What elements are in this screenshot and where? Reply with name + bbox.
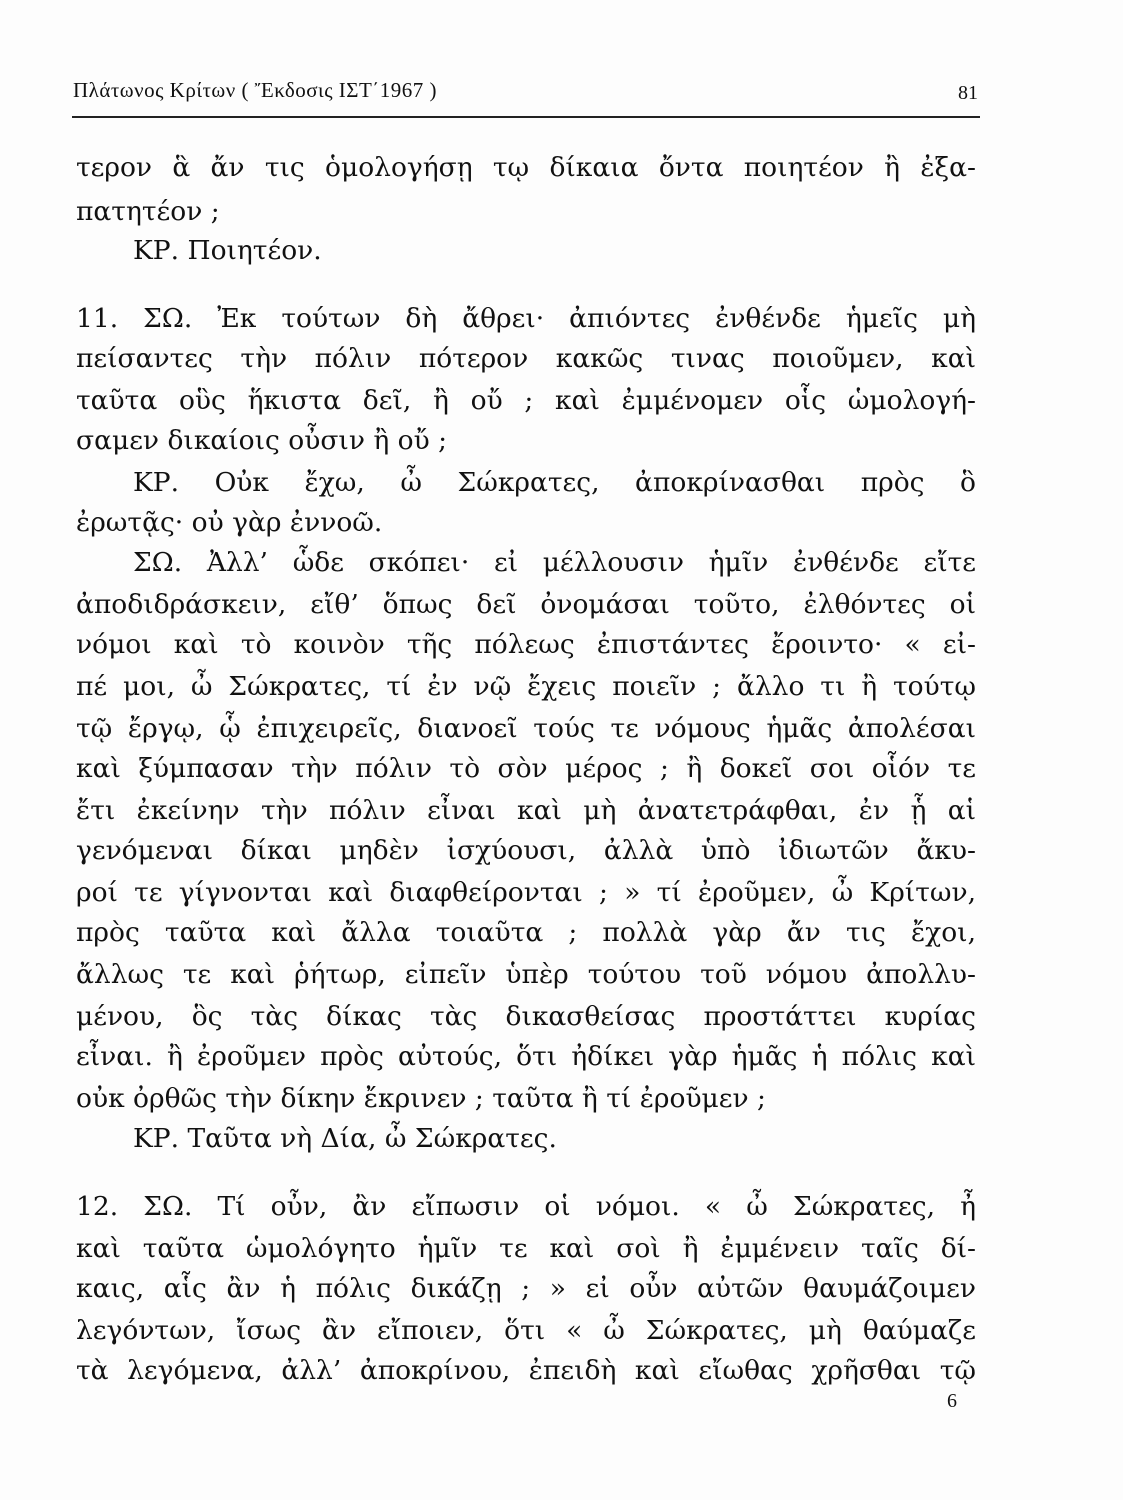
text-line-7: σαμεν δικαίοις οὖσιν ἢ οὔ ; [76, 425, 448, 456]
page-number: 81 [958, 82, 978, 104]
text-line-8: ΚΡ. Οὐκ ἔχω, ὦ Σώκρατες, ἀποκρίνασθαι πρὸς ὃ [133, 467, 976, 498]
text-line-23: οὐκ ὀρθῶς τὴν δίκην ἔκρινεν ; ταῦτα ἢ τί ἐροῦμεν ; [76, 1083, 766, 1114]
text-line-4: 11. ΣΩ. Ἐκ τούτων δὴ ἄθρει· ἀπιόντες ἐνθένδε ἡμεῖς μὴ [76, 303, 976, 334]
header-rule [72, 116, 980, 118]
text-line-11: ἀποδιδράσκειν, εἴθ’ ὅπως δεῖ ὀνομάσαι τοῦτο, ἐλθόντες οἱ [76, 589, 976, 620]
text-line-3: ΚΡ. Ποιητέον. [133, 235, 322, 266]
text-line-5: πείσαντες τὴν πόλιν πότερον κακῶς τινας ποιοῦμεν, καὶ [76, 343, 976, 374]
text-line-15: καὶ ξύμπασαν τὴν πόλιν τὸ σὸν μέρος ; ἢ δοκεῖ σοι οἷόν τε [76, 753, 976, 784]
text-line-16: ἔτι ἐκείνην τὴν πόλιν εἶναι καὶ μὴ ἀνατετράφθαι, ἐν ᾗ αἱ [76, 795, 976, 826]
text-line-6: ταῦτα οὓς ἥκιστα δεῖ, ἢ οὔ ; καὶ ἐμμένομεν οἷς ὡμολογή- [76, 385, 976, 416]
text-line-2: πατητέον ; [76, 196, 220, 227]
text-line-13: πέ μοι, ὦ Σώκρατες, τί ἐν νῷ ἔχεις ποιεῖν ; ἄλλο τι ἢ τούτῳ [76, 671, 976, 702]
text-line-25: 12. ΣΩ. Τί οὖν, ἂν εἴπωσιν οἱ νόμοι. « ὦ Σώκρατες, ἦ [76, 1191, 976, 1222]
text-line-10: ΣΩ. Ἀλλ’ ὧδε σκόπει· εἰ μέλλουσιν ἡμῖν ἐνθένδε εἴτε [133, 547, 976, 578]
text-line-29: τὰ λεγόμενα, ἀλλ’ ἀποκρίνου, ἐπειδὴ καὶ εἴωθας χρῆσθαι τῷ [76, 1355, 976, 1386]
text-line-22: εἶναι. ἢ ἐροῦμεν πρὸς αὐτούς, ὅτι ἠδίκει γὰρ ἡμᾶς ἡ πόλις καὶ [76, 1041, 976, 1072]
text-line-28: λεγόντων, ἴσως ἂν εἴποιεν, ὅτι « ὦ Σώκρατες, μὴ θαύμαζε [76, 1315, 976, 1346]
signature-mark: 6 [947, 1390, 957, 1412]
text-line-26: καὶ ταῦτα ὡμολόγητο ἡμῖν τε καὶ σοὶ ἢ ἐμμένειν ταῖς δί- [76, 1233, 976, 1264]
text-line-19: πρὸς ταῦτα καὶ ἄλλα τοιαῦτα ; πολλὰ γὰρ ἄν τις ἔχοι, [76, 917, 976, 948]
running-title: Πλάτωνος Κρίτων ( Ἔκδοσις ΙΣΤ΄1967 ) [73, 78, 438, 102]
text-line-9: ἐρωτᾷς· οὐ γὰρ ἐννοῶ. [76, 507, 383, 538]
text-line-1: τερον ἃ ἄν τις ὁμολογήσῃ τῳ δίκαια ὄντα ποιητέον ἢ ἐξα- [76, 152, 976, 183]
text-line-21: μένου, ὃς τὰς δίκας τὰς δικασθείσας προστάττει κυρίας [76, 1001, 976, 1032]
text-line-17: γενόμεναι δίκαι μηδὲν ἰσχύουσι, ἀλλὰ ὑπὸ ἰδιωτῶν ἄκυ- [76, 835, 976, 866]
text-line-12: νόμοι καὶ τὸ κοινὸν τῆς πόλεως ἐπιστάντες ἔροιντο· « εἰ- [76, 629, 976, 660]
text-line-20: ἄλλως τε καὶ ῥήτωρ, εἰπεῖν ὑπὲρ τούτου τοῦ νόμου ἀπολλυ- [76, 959, 976, 990]
text-line-27: καις, αἷς ἂν ἡ πόλις δικάζῃ ; » εἰ οὖν αὐτῶν θαυμάζοιμεν [76, 1273, 976, 1304]
text-line-14: τῷ ἔργῳ, ᾧ ἐπιχειρεῖς, διανοεῖ τούς τε νόμους ἡμᾶς ἀπολέσαι [76, 713, 976, 744]
page-header [73, 78, 978, 112]
text-line-24: ΚΡ. Ταῦτα νὴ Δία, ὦ Σώκρατες. [133, 1123, 557, 1154]
text-line-18: ροί τε γίγνονται καὶ διαφθείρονται ; » τί ἐροῦμεν, ὦ Κρίτων, [76, 877, 976, 908]
